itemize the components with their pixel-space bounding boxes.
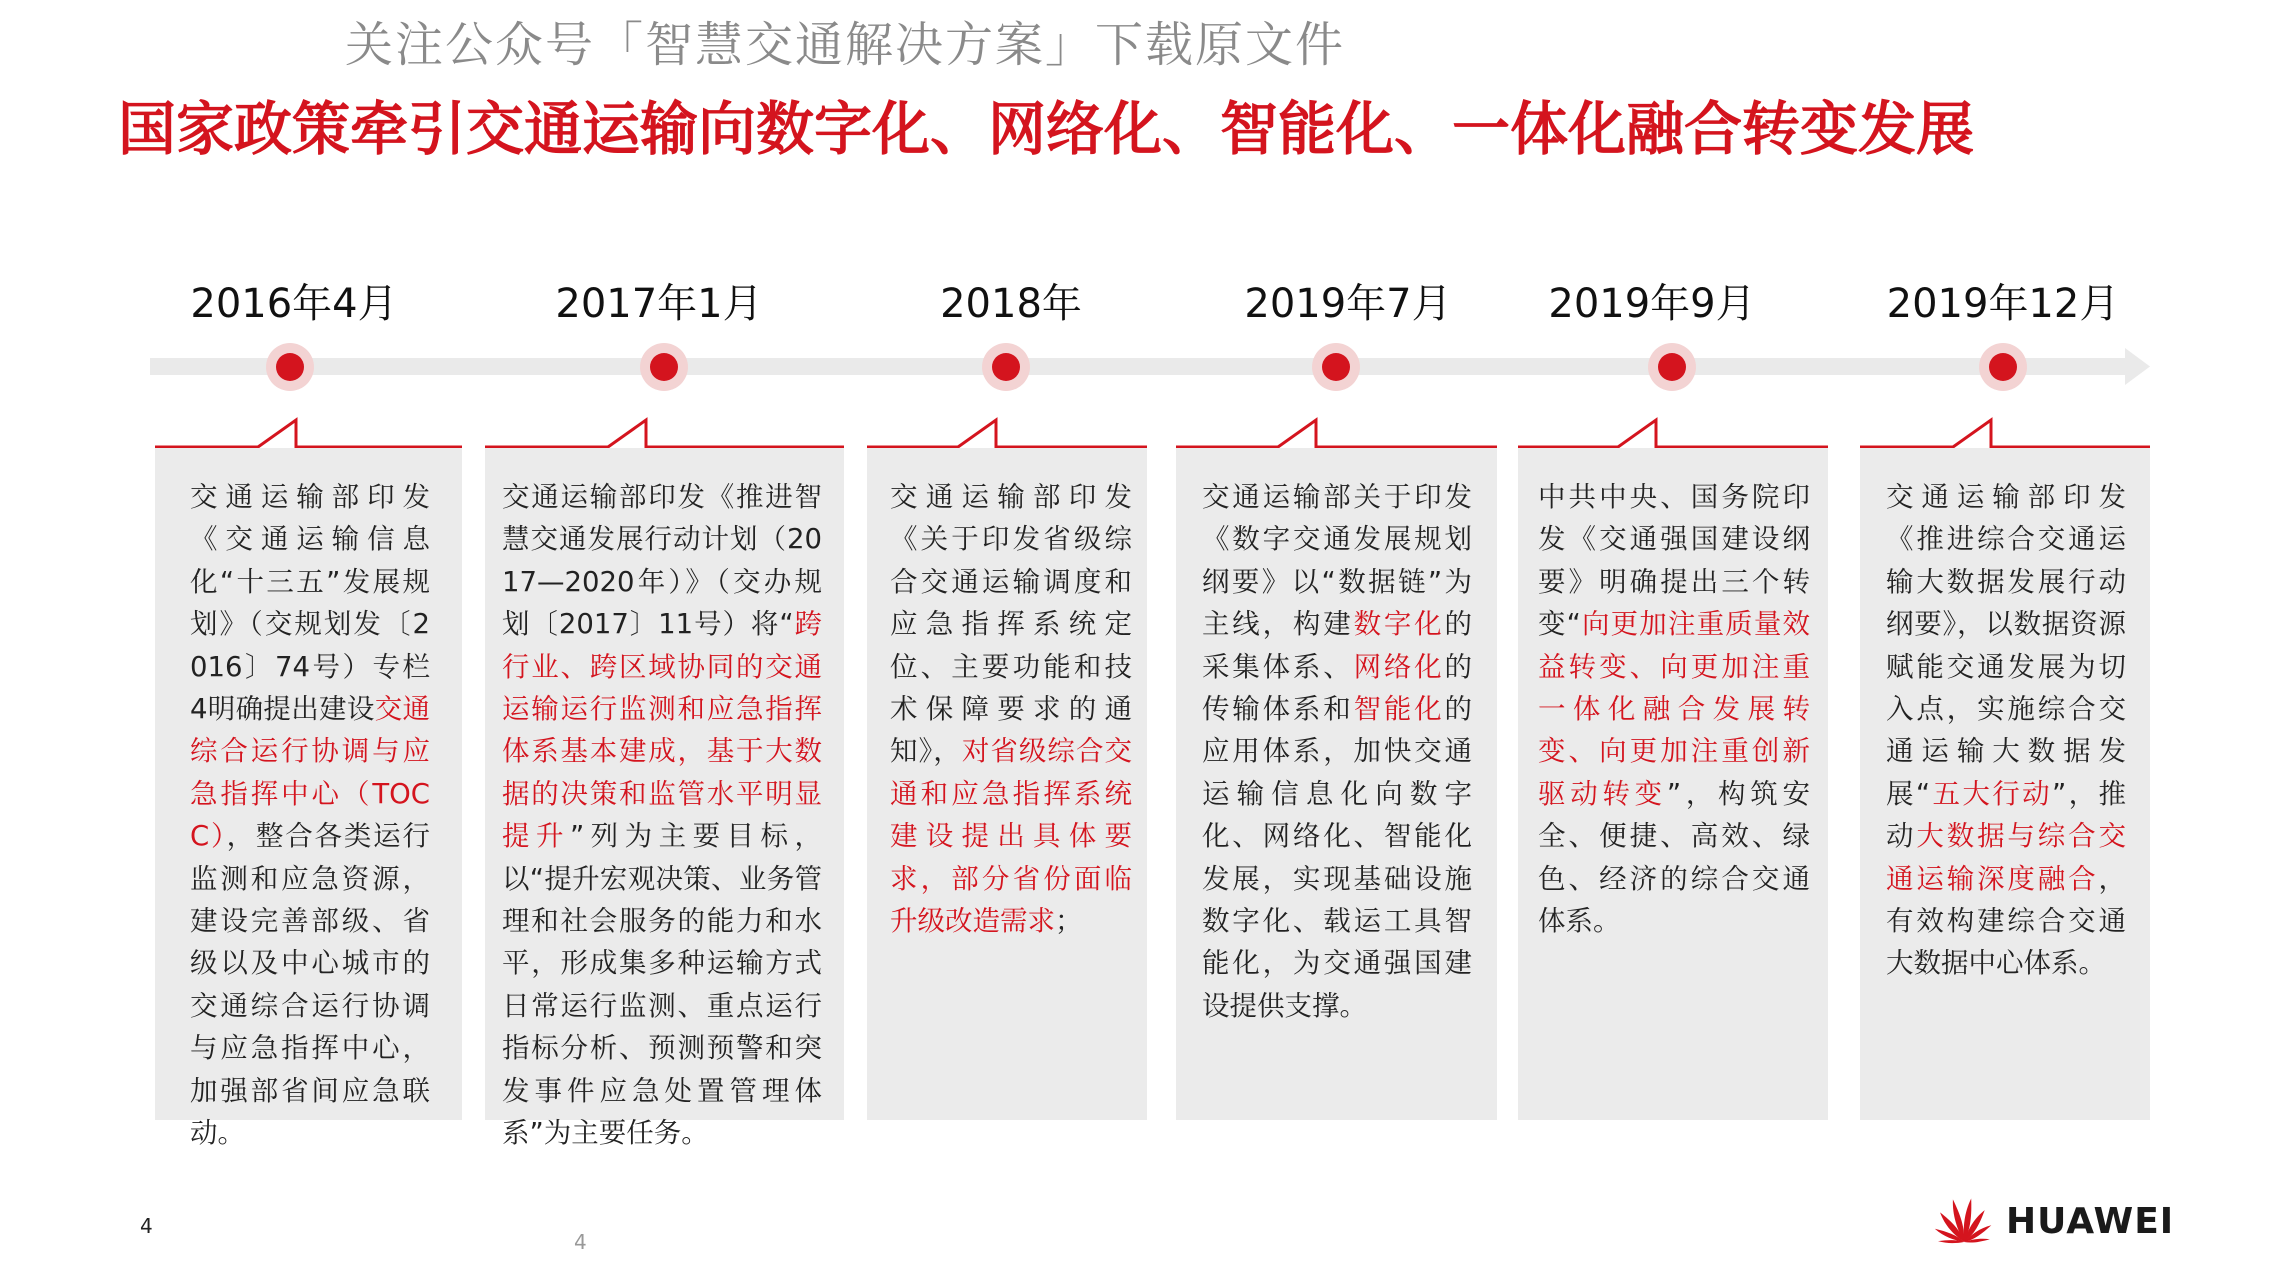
- watermark-text: 关注公众号「智慧交通解决方案」下载原文件: [344, 17, 1345, 73]
- timeline-dot: [1658, 353, 1686, 381]
- callout-line: [1860, 420, 2150, 447]
- body-text: ，有效构建综合交通大数据中心体系。: [1886, 862, 2126, 980]
- policy-card-text: [190, 476, 430, 1155]
- policy-card: [485, 448, 844, 1150]
- timeline-dot: [992, 353, 1020, 381]
- policy-card-text: [1202, 476, 1472, 1027]
- body-text: 交通运输部印发《推进智慧交通发展行动计划（2017—2020年）》（交办规划〔2017〕11号）将“: [502, 481, 822, 641]
- policy-card-text: [1538, 476, 1810, 942]
- highlight-text: 五大行动: [1930, 777, 2052, 810]
- body-text: ；: [1055, 905, 1083, 938]
- timeline-dot: [276, 353, 304, 381]
- policy-card-text: [1886, 476, 2126, 985]
- timeline-dot: [1322, 353, 1350, 381]
- highlight-text: 大数据与综合交通运输深度融合: [1886, 820, 2127, 895]
- page-number-secondary: 4: [574, 1230, 587, 1254]
- timeline-date: 2018年: [940, 281, 1082, 327]
- body-text: 交通运输部印发《关于印发省级综合交通运输调度和应急指挥系统定位、主要功能和技术保障要求的通知》，: [890, 481, 1132, 768]
- timeline-date: 2019年7月: [1244, 281, 1452, 327]
- brand-name: HUAWEI: [2006, 1201, 2175, 1242]
- callout-line: [485, 420, 844, 447]
- body-text: ”列为主要目标，以“提升宏观决策、业务管理和社会服务的能力和水平，形成集多种运输方式日常运行监测、重点运行指标分析、预测预警和突发事件应急处置管理体系”为主要任务。: [502, 820, 823, 1150]
- timeline-date: 2019年9月: [1548, 281, 1756, 327]
- timeline-dot: [1989, 353, 2017, 381]
- timeline-arrow-icon: [2125, 348, 2150, 385]
- policy-card: [1518, 448, 1828, 1120]
- timeline-dot: [650, 353, 678, 381]
- body-text: ”，推动: [1886, 777, 2126, 853]
- policy-card: [867, 448, 1147, 1120]
- policy-card: [1860, 448, 2150, 1120]
- body-text: ，整合各类运行监测和应急资源，建设完善部级、省级以及中心城市的交通综合运行协调与应急指挥中心，加强部省间应急联动。: [190, 820, 431, 1150]
- timeline-date: 2017年1月: [555, 281, 763, 327]
- body-text: 交通运输部印发《推进综合交通运输大数据发展行动纲要》，以数据资源赋能交通发展为切入点，实施综合交通运输大数据发展“: [1886, 481, 2126, 810]
- body-text: 的传输体系和: [1202, 650, 1472, 726]
- highlight-text: 交通综合运行协调与应急指挥中心（TOCC）: [190, 693, 430, 853]
- body-text: 交通运输部关于印发《数字交通发展规划纲要》以“数据链”为主线，构建: [1202, 481, 1472, 641]
- huawei-logo-icon: [1928, 1192, 2000, 1248]
- page-title: 国家政策牵引交通运输向数字化、网络化、智能化、一体化融合转变发展: [118, 95, 1975, 163]
- policy-card-text: [890, 476, 1132, 942]
- policy-card-text: [502, 476, 822, 1155]
- policy-card: [155, 448, 462, 1150]
- callout-line: [1176, 420, 1497, 447]
- highlight-text: 对省级综合交通和应急指挥系统建设提出具体要求，部分省份面临升级改造需求: [890, 735, 1132, 938]
- timeline-date: 2019年12月: [1886, 281, 2120, 327]
- body-text: 的应用体系，加快交通运输信息化向数字化、网络化、智能化发展，实现基础设施数字化、载运工具智能化，为交通强国建设提供支撑。: [1202, 693, 1472, 1022]
- highlight-text: 智能化: [1353, 693, 1445, 726]
- highlight-text: 跨行业、跨区域协同的交通运输运行监测和应急指挥体系基本建成，基于大数据的决策和监管水平明显提升: [502, 608, 822, 853]
- policy-card: [1176, 448, 1497, 1120]
- callout-line: [155, 420, 462, 447]
- body-text: 的采集体系、: [1202, 608, 1472, 683]
- page-number: 4: [140, 1214, 153, 1238]
- callout-line: [867, 420, 1147, 447]
- highlight-text: 数字化: [1353, 608, 1445, 641]
- body-text: 交通运输部印发《交通运输信息化“十三五”发展规划》（交规划发〔2016〕74号）专栏4明确提出建设: [190, 481, 430, 726]
- body-text: 中共中央、国务院印发《交通强国建设纲要》明确提出三个转变“: [1538, 481, 1810, 641]
- callout-line: [1518, 420, 1828, 447]
- timeline-bar: [150, 358, 2125, 375]
- timeline-date: 2016年4月: [190, 281, 398, 327]
- body-text: ”，构筑安全、便捷、高效、绿色、经济的综合交通体系。: [1538, 777, 1810, 938]
- highlight-text: 网络化: [1353, 650, 1445, 683]
- highlight-text: 向更加注重质量效益转变、向更加注重一体化融合发展转变、向更加注重创新驱动转变: [1538, 608, 1811, 810]
